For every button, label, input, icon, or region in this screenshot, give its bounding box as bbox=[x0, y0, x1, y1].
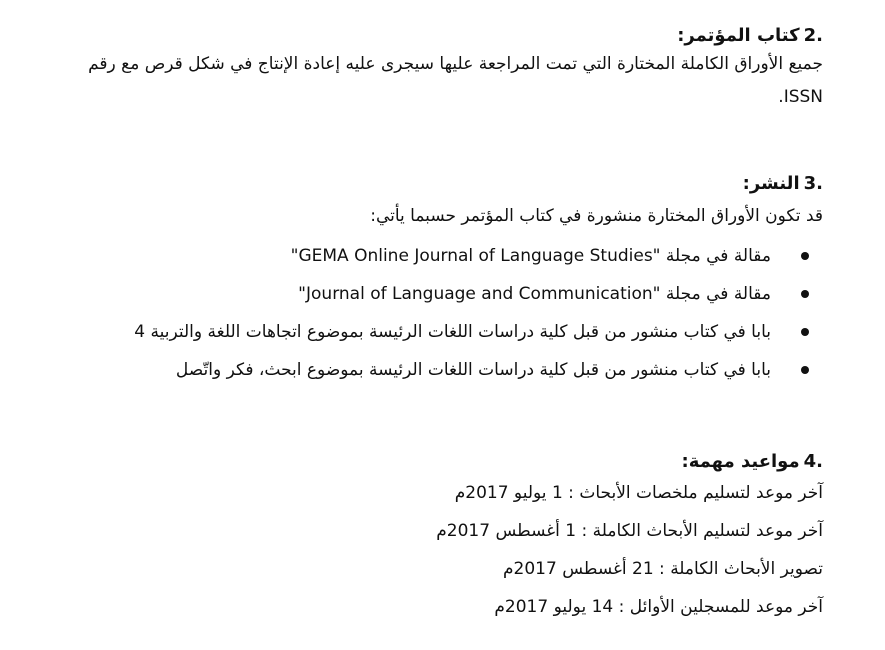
list-item bbox=[40, 351, 823, 389]
section-heading bbox=[40, 450, 823, 474]
bullet-icon bbox=[801, 252, 809, 260]
list-item bbox=[40, 237, 823, 275]
list-item bbox=[40, 313, 823, 351]
bullet-icon bbox=[801, 366, 809, 374]
section-title: كتاب المؤتمر: bbox=[677, 25, 800, 46]
list-item-text: مقالة في مجلة "GEMA Online Journal of Language Studies" bbox=[290, 246, 771, 266]
date-line: تصوير الأبحاث الكاملة : 21 أغسطس 2017م bbox=[503, 559, 823, 579]
bullet-icon bbox=[801, 328, 809, 336]
section-number: 3. bbox=[803, 173, 823, 194]
bullet-icon bbox=[801, 290, 809, 298]
section-publication bbox=[40, 172, 823, 389]
section-title: النشر: bbox=[742, 173, 800, 194]
date-line: آخر موعد للمسجلين الأوائل : 14 يوليو 2017م bbox=[494, 597, 823, 617]
publication-list bbox=[40, 237, 823, 389]
section-paragraph: جميع الأوراق الكاملة المختارة التي تمت المراجعة عليها سيجرى عليه إعادة الإنتاج في شكل قرص مع رقم ISSN. bbox=[88, 54, 823, 107]
list-item bbox=[40, 275, 823, 313]
section-number: 4. bbox=[803, 451, 823, 472]
list-item-text: مقالة في مجلة "Journal of Language and Communication" bbox=[298, 284, 771, 304]
section-conference-book bbox=[40, 24, 823, 114]
section-number: 2. bbox=[803, 25, 823, 46]
section-heading bbox=[40, 172, 823, 196]
section-important-dates bbox=[40, 450, 823, 626]
date-line: آخر موعد لتسليم ملخصات الأبحاث : 1 يوليو 2017م bbox=[454, 483, 823, 503]
date-line: آخر موعد لتسليم الأبحاث الكاملة : 1 أغسطس 2017م bbox=[436, 521, 823, 541]
section-title: مواعيد مهمة: bbox=[681, 451, 800, 472]
list-item-text: بابا في كتاب منشور من قبل كلية دراسات اللغات الرئيسة بموضوع اتجاهات اللغة والتربية 4 bbox=[134, 322, 771, 342]
list-item-text: بابا في كتاب منشور من قبل كلية دراسات اللغات الرئيسة بموضوع ابحث، فكر واتّصل bbox=[175, 360, 771, 380]
section-intro: قد تكون الأوراق المختارة منشورة في كتاب المؤتمر حسبما يأتي: bbox=[370, 206, 823, 226]
section-heading bbox=[40, 24, 823, 48]
